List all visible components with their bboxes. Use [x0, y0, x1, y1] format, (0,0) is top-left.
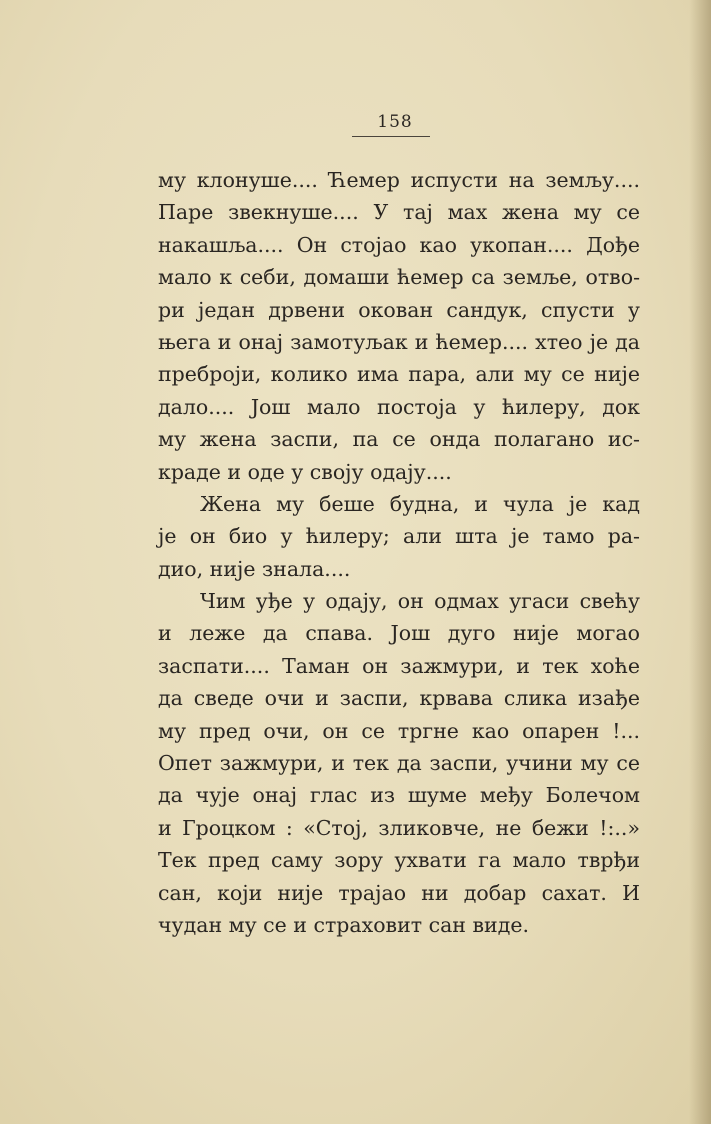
text-line: да чује онај глас из шуме међу Болечом: [158, 783, 640, 808]
text-line: накашља.... Он стојао као укопан.... Дође: [158, 232, 640, 257]
text-line: му клонуше.... Ћемер испусти на земљу....: [158, 168, 640, 192]
text-line: Тек пред саму зору ухвати га мало тврђи: [158, 848, 640, 873]
body-text: [158, 164, 640, 941]
text-line: сан, који није трајао ни добар сахат. И: [158, 880, 640, 905]
text-line: му жена заспи, па се онда полагано ис-: [158, 427, 640, 452]
page-edge-shadow: [689, 0, 711, 1124]
text-line: да сведе очи и заспи, крвава слика изађе: [158, 686, 640, 711]
text-line: Паре звекнуше.... У тај мах жена му се: [158, 200, 640, 225]
text-line: заспати.... Таман он зажмури, и тек хоће: [158, 653, 640, 678]
text-line: и леже да спава. Још дуго није могао: [158, 621, 640, 646]
paragraph-start-line: Чим уђе у одају, он одмах угаси свећу: [200, 589, 640, 614]
text-line: и Гроцком : «Стој, зликовче, не бежи !:..»: [158, 815, 640, 840]
page-number-rule: [352, 136, 430, 137]
text-line: Опет зажмури, и тек да заспи, учини му се: [158, 751, 640, 776]
text-line: је он био у ћилеру; али шта је тамо ра-: [158, 524, 640, 549]
page-number: 158: [377, 112, 413, 132]
paragraph-end-line: чудан му се и страховит сан виде.: [158, 912, 529, 937]
text-line: му пред очи, он се тргне као опарен !...: [158, 718, 640, 743]
text-line: дало.... Још мало постоја у ћилеру, док: [158, 394, 640, 419]
paragraph-end-line: краде и оде у своју одају....: [158, 459, 452, 484]
paragraph-start-line: Жена му беше будна, и чула је кад: [200, 491, 640, 516]
text-line: ри један дрвени окован сандук, спусти у: [158, 297, 640, 322]
text-line: преброји, колико има пара, али му се није: [158, 362, 640, 387]
text-line: њега и онај замотуљак и ћемер.... хтео је да: [158, 329, 640, 354]
text-line: мало к себи, домаши ћемер са земље, отво-: [158, 265, 640, 290]
paragraph-end-line: дио, није знала....: [158, 556, 351, 581]
